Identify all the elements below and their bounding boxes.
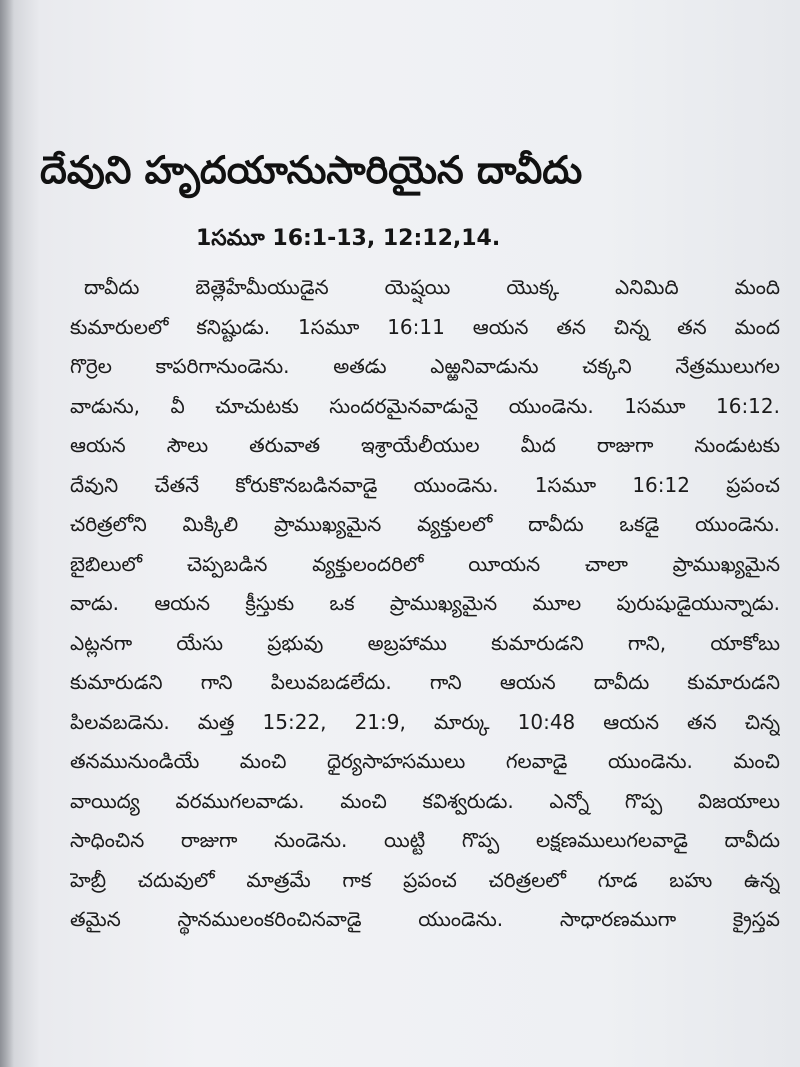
text-line: గొర్రెల కాపరిగానుండెను. అతడు ఎఱ్ఱనివాడును చక్కని నేత్రములుగల — [70, 354, 780, 378]
page-gutter-shadow — [0, 0, 14, 1067]
text-line: దావీదు బెత్లెహేమీయుడైన యెష్షయి యొక్క ఎనిమిది మంది — [84, 275, 780, 299]
text-line: వాయిద్య వరముగలవాడు. మంచి కవిశ్వరుడు. ఎన్నో గొప్ప విజయాలు — [70, 788, 780, 813]
text-line: తనమునుండియే మంచి ధైర్యసాహసములు గలవాడై యుండెను. మంచి — [70, 749, 780, 773]
text-line: దేవుని చేతనే కోరుకొనబడినవాడై యుండెను. 1సమూ 16:12 ప్రపంచ — [70, 472, 780, 497]
text-line: వాడు. ఆయన క్రీస్తుకు ఒక ప్రాముఖ్యమైన మూల పురుషుడైయున్నాడు. — [70, 591, 780, 615]
text-line: హెబ్రీ చదువులో మాత్రమే గాక ప్రపంచ చరిత్రలలో గూడ బహు ఉన్న — [70, 867, 780, 892]
text-line: సాధించిన రాజుగా నుండెను. యిట్టి గొప్ప లక్షణములుగలవాడై దావీదు — [70, 828, 780, 852]
scripture-reference: 1సమూ 16:1-13, 12:12,14. — [196, 226, 501, 251]
text-line: ఎట్లనగా యేసు ప్రభువు అబ్రహాము కుమారుడని గాని, యాకోబు — [70, 630, 780, 655]
text-line: పిలవబడెను. మత్త 15:22, 21:9, మార్కు 10:48 ఆయన తన చిన్న — [70, 709, 780, 734]
text-line: బైబిలులో చెప్పబడిన వ్యక్తులందరిలో యీయన చాలా ప్రాముఖ్యమైన — [70, 551, 780, 576]
text-line: కుమారుడని గాని పిలువబడలేదు. గాని ఆయన దావీదు కుమారుడని — [70, 670, 780, 694]
text-line: వాడును, వీ చూచుటకు సుందరమైనవాడునై యుండెను. 1సమూ 16:12. — [70, 393, 780, 418]
text-line: తమైన స్థానములంకరించినవాడై యుండెను. సాధారణముగా క్రైస్తవ — [70, 907, 780, 931]
body-paragraph — [70, 268, 780, 940]
text-line: కుమారులలో కనిష్టుడు. 1సమూ 16:11 ఆయన తన చిన్న తన మంద — [70, 314, 780, 339]
text-line: ఆయన సౌలు తరువాత ఇశ్రాయేలీయుల మీద రాజుగా నుండుటకు — [70, 433, 780, 457]
text-line: చరిత్రలోని మిక్కిలి ప్రాముఖ్యమైన వ్యక్తులలో దావీదు ఒకడై యుండెను. — [70, 512, 780, 536]
chapter-title: దేవుని హృదయానుసారియైన దావీదు — [40, 148, 583, 192]
